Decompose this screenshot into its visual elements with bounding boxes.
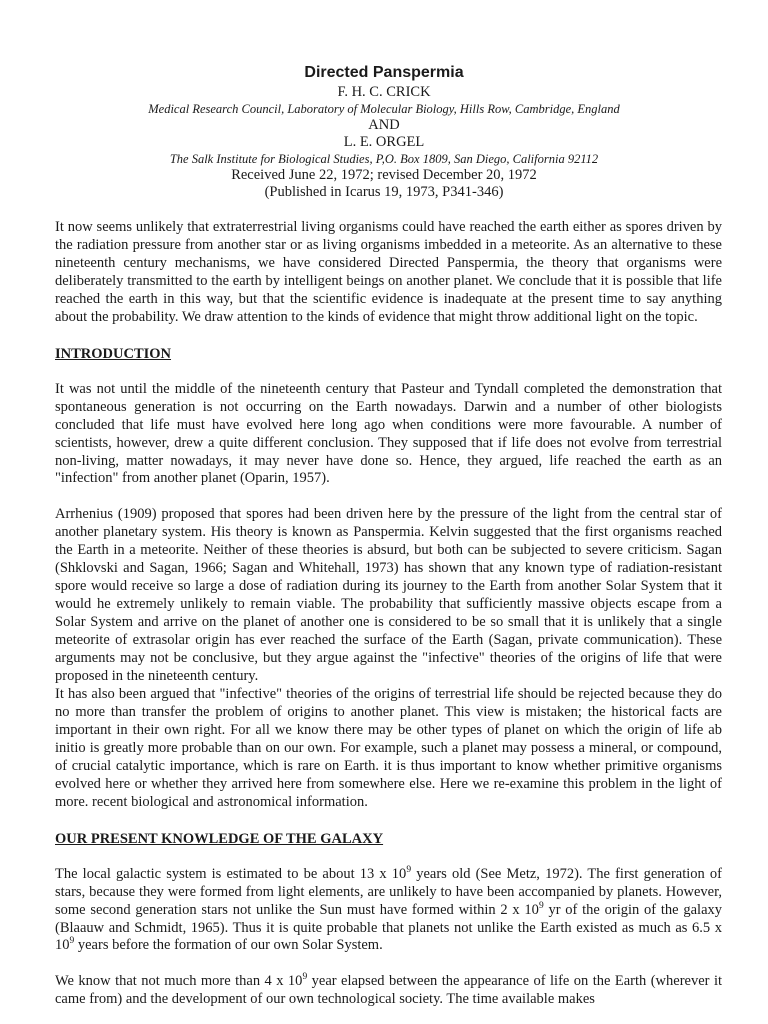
intro-paragraph-1: It was not until the middle of the nineteenth century that Pasteur and Tyndall completed the demonstration that spontaneous generation is not occurring on the Earth nowadays. Darwin and a number of other biologists concluded that life must have evolved here long ago when conditions were more favourable. A number of scientists, however, drew a quite different conclusion. They supposed that if life does not evolve from terrestrial non-living, matter nowadays, it may never have done so. Hence, they argued, life reached the earth as an "infection" from another planet (Oparin, 1957).: [55, 380, 722, 487]
paper-header: [0, 62, 768, 201]
exponent: 9: [69, 936, 75, 947]
paper-body: [55, 219, 722, 1009]
section-heading-introduction: INTRODUCTION: [55, 345, 172, 362]
text-run: The local galactic system is estimated to be about 13 x 10: [55, 865, 407, 882]
abstract-paragraph: It now seems unlikely that extraterrestrial living organisms could have reached the earth either as spores driven by the radiation pressure from another star or as living organisms imbedded in a meteorite. As an alternative to these nineteenth century mechanisms, we have considered Directed Panspermia, the theory that organisms were deliberately transmitted to the earth by intelligent beings on another planet. We conclude that it is possible that life reached the earth in this way, but that the scientific evidence is inadequate at the present time to say anything about the probability. We draw attention to the kinds of evidence that might throw additional light on the topic.: [55, 219, 722, 325]
exponent: 9: [302, 972, 308, 983]
section-heading-galaxy: OUR PRESENT KNOWLEDGE OF THE GALAXY: [55, 830, 384, 847]
received-dates: Received June 22, 1972; revised December 20, 1972: [231, 167, 537, 183]
text-run: years before the formation of our own Solar System.: [74, 937, 383, 954]
galaxy-paragraph-1: [55, 866, 722, 956]
exponent: 9: [406, 864, 412, 875]
affiliation-salk: The Salk Institute for Biological Studies, P,O. Box 1809, San Diego, California 92112: [169, 152, 599, 166]
text-run: years old (See Metz, 1972). The first generation of stars, because they were formed from light elements, are unlikely to have been accompanied by planets. However, some second generation stars not unlike the Sun must have formed within 2 x 10: [55, 865, 723, 918]
author-crick: F. H. C. CRICK: [337, 84, 431, 100]
author-orgel: L. E. ORGEL: [343, 134, 425, 150]
affiliation-mrc: Medical Research Council, Laboratory of Molecular Biology, Hills Row, Cambridge, England: [148, 102, 620, 116]
intro-paragraph-2: Arrhenius (1909) proposed that spores had been driven here by the pressure of the light from the central star of another planetary system. His theory is known as Panspermia. Kelvin suggested that the first organisms reached the Earth in a meteorite. Neither of these theories is absurd, but both can be subjected to severe criticism. Sagan (Shklovski and Sagan, 1966; Sagan and Whitehall, 1973) has shown that any known type of radiation-resistant spore would receive so large a dose of radiation during its journey to the Earth from another Solar System that it would he extremely unlikely to remain viable. The probability that sufficiently massive objects escape from a Solar System and arrive on the planet of another one is considered to be so small that it is unlikely that a single meteorite of extrasolar origin has ever reached the surface of the Earth (Sagan, private communication). These arguments may not be conclusive, but they argue against the "infective" theories of the origins of life that were proposed in the nineteenth century.: [55, 506, 722, 685]
text-run: We know that not much more than 4 x 10: [55, 973, 303, 990]
text-run: yr of the origin of the galaxy (Blaauw and Schmidt, 1965). Thus it is quite probable that planets not unlike the Earth existed as much as 6.5 x 10: [55, 901, 723, 954]
author-conjunction: AND: [368, 117, 400, 133]
text-run: year elapsed between the appearance of life on the Earth (wherever it came from) and the development of our own technological society. The time available makes: [55, 973, 722, 1008]
intro-paragraph-3: It has also been argued that "infective" theories of the origins of terrestrial life should be rejected because they do no more than transfer the problem of origins to another planet. This view is mistaken; the historical facts are important in their own right. For all we know there may be other types of planet on which the origin of life ab initio is greatly more probable than on our own. For example, such a planet may possess a mineral, or compound, of crucial catalytic importance, which is rare on Earth. it is thus important to know whether primitive organisms evolved here or whether they arrived here from somewhere else. Here we re-examine this problem in the light of more. recent biological and astronomical information.: [55, 685, 722, 810]
publication-info: (Published in Icarus 19, 1973, P341-346): [264, 184, 504, 200]
galaxy-paragraph-2: [55, 973, 722, 1009]
paper-title: Directed Panspermia: [304, 64, 464, 81]
exponent: 9: [538, 900, 544, 911]
